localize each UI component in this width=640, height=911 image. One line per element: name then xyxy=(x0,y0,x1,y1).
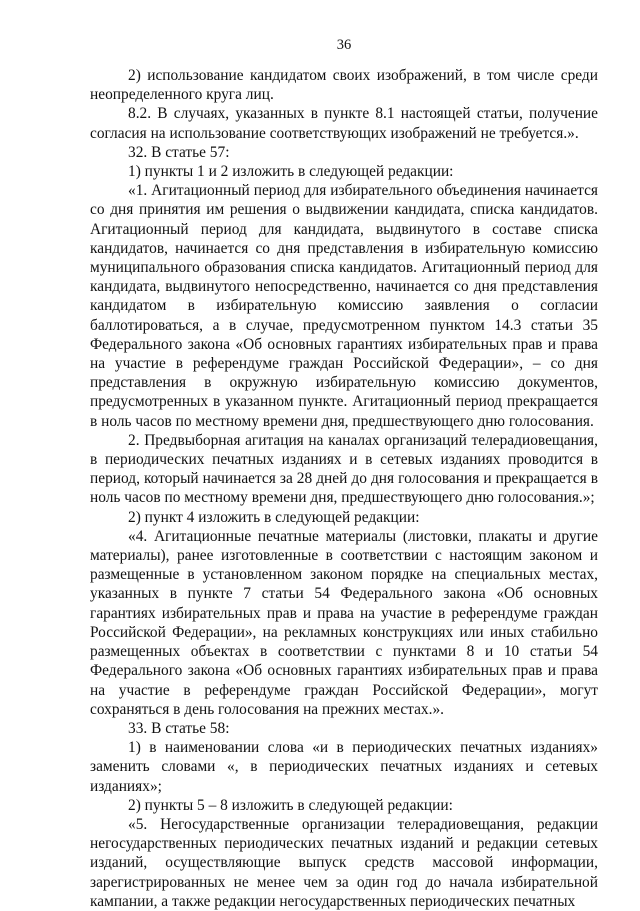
paragraph: 32. В статье 57: xyxy=(128,143,230,161)
paragraph: 1) в наименовании слова «и в периодических печатных изданиях» заменить словами «, в периодических печатных изданиях и сетевых изданиях»; xyxy=(90,739,598,795)
paragraph: «5. Негосударственные организации телерадиовещания, редакции негосударственных периодических печатных изданий и редакции сетевых изданий, осуществляющие выпуск средств массовой информации, зарегистрированных не менее чем за один год до начала избирательной кампании, а также редакции негосударственных периодических печатных xyxy=(90,815,598,910)
paragraph: 33. В статье 58: xyxy=(128,719,230,737)
paragraph: 1) пункты 1 и 2 изложить в следующей редакции: xyxy=(128,163,454,181)
paragraph: «4. Агитационные печатные материалы (листовки, плакаты и другие материалы), ранее изготовленные в соответствии с настоящим законом и размещенные в установленном законом порядке на специальных местах, указанных в пункте 7 статьи 54 Федерального закона «Об основных гарантиях избирательных прав и права на участие в референдуме граждан Российской Федерации», на рекламных конструкциях или иных стабильно размещенных объектах в соответствии с пунктами 8 и 10 статьи 54 Федерального закона «Об основных гарантиях избирательных прав и права на участие в референдуме граждан Российской Федерации», могут сохраняться в день голосования на прежних местах.». xyxy=(90,527,598,718)
page-number: 36 xyxy=(336,37,352,53)
paragraph: 2) использование кандидатом своих изображений, в том числе среди неопределенного круга лиц. xyxy=(90,67,598,104)
paragraph: 2) пункт 4 изложить в следующей редакции: xyxy=(128,508,420,526)
paragraph: 8.2. В случаях, указанных в пункте 8.1 настоящей статьи, получение согласия на использование соответствующих изображений не требуется.». xyxy=(90,105,598,142)
document-body xyxy=(90,66,598,911)
paragraph: 2) пункты 5 – 8 изложить в следующей редакции: xyxy=(128,796,453,814)
paragraph: «1. Агитационный период для избирательного объединения начинается со дня принятия им решения о выдвижении кандидата, списка кандидатов. Агитационный период для кандидата, выдвинутого в составе списка кандидатов, начинается со дня представления в избирательную комиссию муниципального образования списка кандидатов. Агитационный период для кандидата, выдвинутого непосредственно, начинается со дня представления кандидатом в избирательную комиссию заявления о согласии баллотироваться, а в случае, предусмотренном пунктом 14.3 статьи 35 Федерального закона «Об основных гарантиях избирательных прав и права на участие в референдуме граждан Российской Федерации», – со дня представления в окружную избирательную комиссию документов, предусмотренных в указанном пункте. Агитационный период прекращается в ноль часов по местному времени дня, предшествующего дню голосования. xyxy=(90,182,598,430)
paragraph: 2. Предвыборная агитация на каналах организаций телерадиовещания, в периодических печатных изданиях и в сетевых изданиях проводится в период, который начинается за 28 дней до дня голосования и прекращается в ноль часов по местному времени дня, предшествующего дню голосования.»; xyxy=(90,431,598,507)
